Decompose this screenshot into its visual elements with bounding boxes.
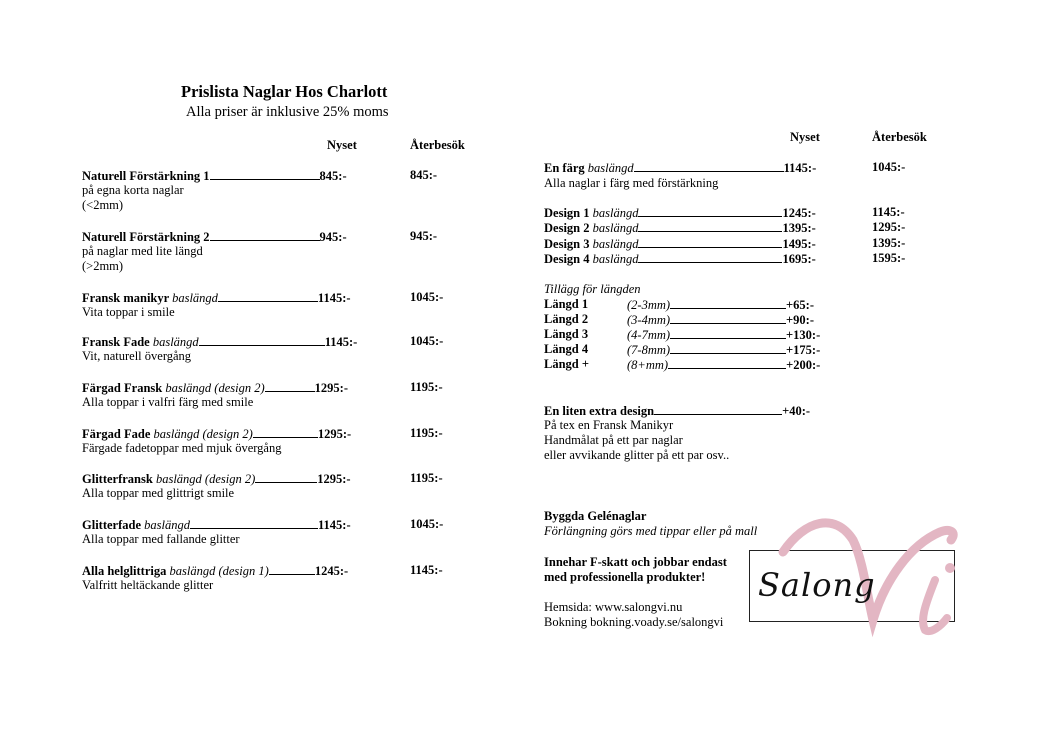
price-item-desc: (>2mm) bbox=[82, 259, 124, 273]
leader-line bbox=[638, 251, 782, 263]
price-item-new: 1145:- bbox=[317, 518, 351, 532]
one-color-return-price: 1045:- bbox=[872, 160, 906, 174]
design-name: Design 4 bbox=[544, 252, 590, 266]
price-item-return: 845:- bbox=[410, 168, 438, 182]
price-item-row bbox=[82, 290, 351, 306]
design-qualifier: baslängd bbox=[592, 252, 639, 266]
design-return-price: 1395:- bbox=[872, 236, 906, 250]
one-color-row bbox=[544, 160, 816, 176]
design-row bbox=[544, 220, 816, 236]
design-return-price: 1145:- bbox=[872, 205, 905, 219]
price-item-name: Naturell Förstärkning 1 bbox=[82, 169, 210, 183]
price-item-return: 1045:- bbox=[410, 334, 444, 348]
price-item-new: 1245:- bbox=[314, 564, 349, 578]
design-qualifier: baslängd bbox=[592, 237, 639, 251]
leader-line bbox=[265, 380, 315, 392]
website-text: Hemsida: www.salongvi.nu bbox=[544, 600, 683, 614]
price-item-desc: Färgade fadetoppar med mjuk övergång bbox=[82, 441, 282, 455]
price-item-return: 1045:- bbox=[410, 290, 444, 304]
price-item-desc: på naglar med lite längd bbox=[82, 244, 203, 258]
price-item-new: 1295:- bbox=[317, 427, 352, 441]
price-item-name: Fransk manikyr bbox=[82, 291, 169, 305]
length-price: +90:- bbox=[786, 313, 814, 327]
leader-line bbox=[253, 426, 318, 438]
length-range: (3-4mm) bbox=[627, 313, 671, 327]
price-item-return: 1195:- bbox=[410, 380, 443, 394]
price-item-desc: Alla toppar med glittrigt smile bbox=[82, 486, 235, 500]
length-row bbox=[627, 342, 820, 358]
one-color-name: En färg bbox=[544, 161, 585, 175]
length-name: Längd 1 bbox=[544, 297, 589, 311]
length-range: (7-8mm) bbox=[627, 343, 671, 357]
leader-line bbox=[210, 229, 320, 241]
price-item-desc: Vita toppar i smile bbox=[82, 305, 175, 319]
leader-line bbox=[255, 471, 317, 483]
length-name: Längd + bbox=[544, 357, 589, 371]
design-new-price: 1245:- bbox=[782, 206, 816, 220]
price-item-desc: Valfritt heltäckande glitter bbox=[82, 578, 214, 592]
price-item-name: Alla helglittriga bbox=[82, 564, 167, 578]
price-item-return: 1145:- bbox=[410, 563, 443, 577]
design-new-price: 1495:- bbox=[782, 237, 816, 251]
leader-line bbox=[670, 297, 786, 309]
price-item-row bbox=[82, 563, 348, 579]
price-item-qualifier: baslängd bbox=[172, 291, 218, 305]
price-item-row bbox=[82, 229, 347, 245]
price-item-qualifier: baslängd (design 1) bbox=[169, 564, 269, 578]
design-new-price: 1395:- bbox=[782, 221, 816, 235]
leader-line bbox=[638, 220, 782, 232]
booking-text: Bokning bokning.voady.se/salongvi bbox=[544, 615, 724, 629]
built-nails-title: Byggda Gelénaglar bbox=[544, 509, 647, 523]
length-row bbox=[627, 327, 820, 343]
length-range: (8+mm) bbox=[627, 358, 669, 372]
design-name: Design 3 bbox=[544, 237, 590, 251]
length-name: Längd 3 bbox=[544, 327, 589, 341]
leader-line bbox=[670, 312, 786, 324]
price-item-qualifier: baslängd bbox=[152, 335, 199, 349]
price-item-name: Glitterfransk bbox=[82, 472, 153, 486]
price-item-desc: Vit, naturell övergång bbox=[82, 349, 192, 363]
extra-design-name: En liten extra design bbox=[544, 404, 655, 418]
price-item-desc: (<2mm) bbox=[82, 198, 124, 212]
design-name: Design 2 bbox=[544, 221, 590, 235]
page-title: Prislista Naglar Hos Charlott bbox=[181, 82, 388, 101]
price-item-desc: Alla toppar med fallande glitter bbox=[82, 532, 240, 546]
length-price: +175:- bbox=[786, 343, 821, 357]
price-item-new: 1295:- bbox=[317, 472, 351, 486]
one-color-desc: Alla naglar i färg med förstärkning bbox=[544, 176, 719, 190]
length-price: +65:- bbox=[786, 298, 814, 312]
leader-line bbox=[269, 563, 315, 575]
length-name: Längd 4 bbox=[544, 342, 589, 356]
design-return-price: 1295:- bbox=[872, 220, 906, 234]
right-col-new-header: Nyset bbox=[790, 130, 820, 144]
price-item-row bbox=[82, 426, 351, 442]
price-item-row bbox=[82, 334, 357, 350]
price-item-desc: Alla toppar i valfri färg med smile bbox=[82, 395, 254, 409]
price-item-return: 1195:- bbox=[410, 426, 443, 440]
extra-design-desc-1: På tex en Fransk Manikyr bbox=[544, 418, 674, 432]
price-item-return: 1195:- bbox=[410, 471, 443, 485]
design-name: Design 1 bbox=[544, 206, 590, 220]
price-item-name: Färgad Fade bbox=[82, 427, 151, 441]
page-subtitle: Alla priser är inklusive 25% moms bbox=[186, 104, 389, 120]
leader-line bbox=[190, 517, 318, 529]
price-item-qualifier: baslängd (design 2) bbox=[155, 472, 256, 486]
logo-salong-text: Salong bbox=[758, 566, 876, 604]
leader-line bbox=[638, 236, 782, 248]
length-price: +130:- bbox=[786, 328, 821, 342]
built-nails-desc: Förlängning görs med tippar eller på mall bbox=[544, 524, 758, 538]
leader-line bbox=[199, 334, 325, 346]
design-return-price: 1595:- bbox=[872, 251, 906, 265]
leader-line bbox=[638, 205, 782, 217]
price-item-row bbox=[82, 517, 351, 533]
length-row bbox=[627, 297, 814, 313]
length-name: Längd 2 bbox=[544, 312, 589, 326]
design-new-price: 1695:- bbox=[782, 252, 816, 266]
price-item-name: Glitterfade bbox=[82, 518, 142, 532]
price-item-name: Fransk Fade bbox=[82, 335, 150, 349]
one-color-qualifier: baslängd bbox=[587, 161, 634, 175]
left-col-return-header: Återbesök bbox=[410, 138, 465, 152]
price-item-return: 1045:- bbox=[410, 517, 444, 531]
extra-design-row bbox=[544, 403, 810, 419]
length-price: +200:- bbox=[786, 358, 821, 372]
length-row bbox=[627, 357, 820, 373]
left-col-new-header: Nyset bbox=[327, 138, 357, 152]
price-item-new: 1295:- bbox=[314, 381, 348, 395]
design-qualifier: baslängd bbox=[592, 206, 639, 220]
extra-design-desc-3: eller avvikande glitter på ett par osv.. bbox=[544, 448, 730, 462]
price-item-new: 845:- bbox=[319, 169, 347, 183]
design-row bbox=[544, 251, 816, 267]
price-item-qualifier: baslängd (design 2) bbox=[165, 381, 265, 395]
one-color-new-price: 1145:- bbox=[783, 161, 817, 175]
fskatt-line-2: med professionella produkter! bbox=[544, 570, 706, 584]
price-item-row bbox=[82, 380, 348, 396]
fskatt-line-1: Innehar F-skatt och jobbar endast bbox=[544, 555, 727, 569]
price-item-new: 1145:- bbox=[317, 291, 351, 305]
right-col-return-header: Återbesök bbox=[872, 130, 927, 144]
price-item-desc: på egna korta naglar bbox=[82, 183, 184, 197]
extra-design-price: +40:- bbox=[782, 404, 811, 418]
design-row bbox=[544, 205, 816, 221]
price-item-row bbox=[82, 168, 347, 184]
leader-line bbox=[668, 357, 786, 369]
leader-line bbox=[634, 160, 784, 172]
price-item-qualifier: baslängd (design 2) bbox=[153, 427, 253, 441]
price-item-return: 945:- bbox=[410, 229, 438, 243]
price-item-name: Färgad Fransk bbox=[82, 381, 163, 395]
price-item-qualifier: baslängd bbox=[144, 518, 190, 532]
length-range: (4-7mm) bbox=[627, 328, 671, 342]
price-item-name: Naturell Förstärkning 2 bbox=[82, 230, 210, 244]
length-heading: Tillägg för längden bbox=[544, 282, 641, 296]
price-item-new: 945:- bbox=[319, 230, 347, 244]
extra-design-desc-2: Handmålat på ett par naglar bbox=[544, 433, 683, 447]
price-item-row bbox=[82, 471, 351, 487]
price-item-new: 1145:- bbox=[324, 335, 358, 349]
design-qualifier: baslängd bbox=[592, 221, 639, 235]
design-row bbox=[544, 236, 816, 252]
leader-line bbox=[670, 327, 786, 339]
length-row bbox=[627, 312, 814, 328]
leader-line bbox=[218, 290, 318, 302]
leader-line bbox=[654, 403, 782, 415]
length-range: (2-3mm) bbox=[627, 298, 671, 312]
leader-line bbox=[670, 342, 786, 354]
leader-line bbox=[210, 168, 320, 180]
